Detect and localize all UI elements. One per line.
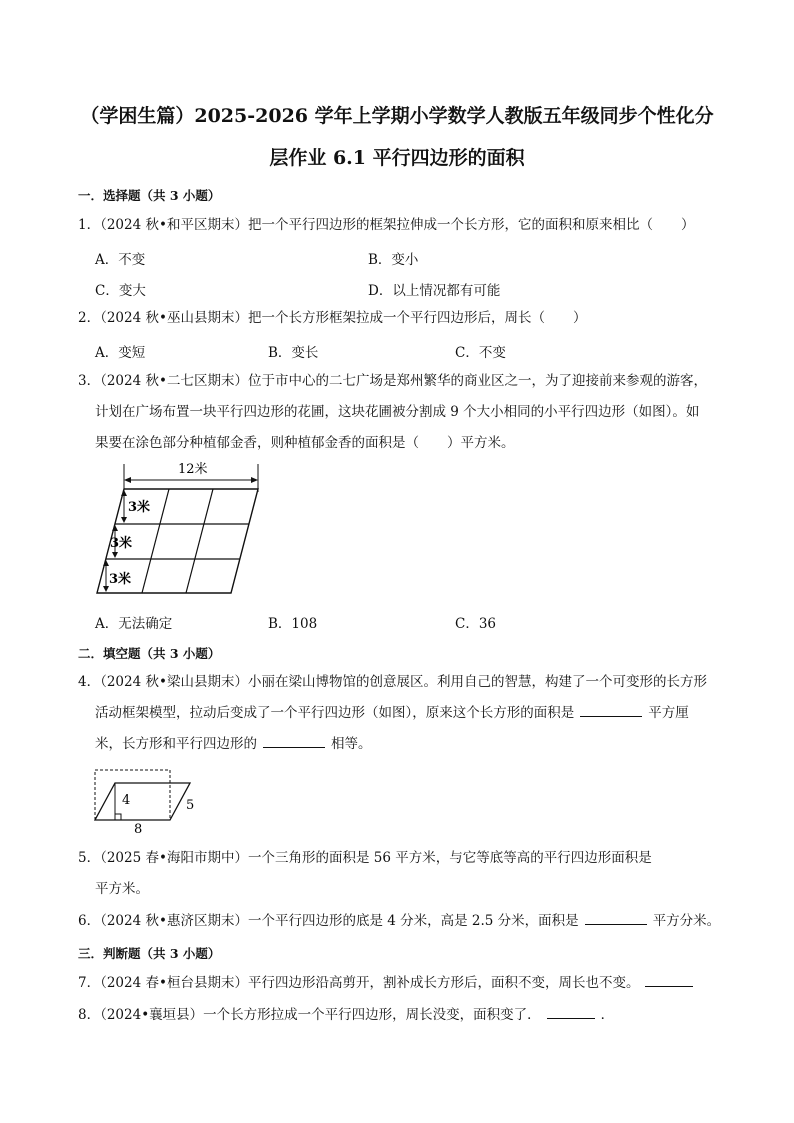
arrow-right-icon (251, 477, 258, 483)
label-height: 4 (122, 793, 131, 808)
section-judge-heading: 三．判断题（共 3 小题） (78, 946, 221, 961)
question-2 (78, 303, 723, 334)
title-line-1: （学困生篇）2025-2026 学年上学期小学数学人教版五年级同步个性化分 (80, 105, 714, 127)
question-7 (78, 968, 723, 999)
q1-option-d: D．以上情况都有可能 (368, 283, 501, 299)
answer-blank-8[interactable] (547, 1004, 595, 1019)
label-height-1: 3米 (128, 500, 151, 515)
question-2-text: 2．（2024 秋•巫山县期末）把一个长方形框架拉成一个平行四边形后，周长（ (78, 310, 545, 326)
question-3 (78, 366, 723, 459)
flowerbed-parallelogram-figure (88, 458, 273, 603)
label-height-2: 3米 (110, 536, 133, 551)
question-8 (78, 1000, 723, 1031)
question-5 (78, 843, 723, 905)
answer-blank-6[interactable] (585, 910, 647, 925)
question-5-line-2: 平方米。 (95, 881, 149, 897)
label-base: 8 (134, 822, 143, 836)
section-fill-heading: 二．填空题（共 3 小题） (78, 646, 221, 661)
arrow-up-icon (121, 490, 127, 496)
question-7-text: 7．（2024 春•桓台县期末）平行四边形沿高剪开，割补成长方形后，面积不变，周长也不变。 (78, 975, 640, 991)
parallelogram-outline (95, 783, 190, 820)
question-3-line-1: 3．（2024 秋•二七区期末）位于市中心的二七广场是郑州繁华的商业区之一，为了迎接前来参观的游客， (78, 373, 707, 389)
question-3-line-3: 果要在涂色部分种植郁金香，则种植郁金香的面积是（ ）平方米。 (95, 435, 515, 451)
title-line-2: 层作业 6.1 平行四边形的面积 (269, 147, 525, 169)
q2-option-c: C．不变 (455, 345, 506, 361)
label-height-3: 3米 (109, 572, 132, 587)
question-1-text: 1．（2024 秋•和平区期末）把一个平行四边形的框架拉伸成一个长方形，它的面积和原来相比（ (78, 217, 653, 233)
grid-line-s2 (186, 489, 213, 593)
arrow-up-icon (112, 525, 118, 531)
question-3-line-2: 计划在广场布置一块平行四边形的花圃，这块花圃被分割成 9 个大小相同的小平行四边形（如图）。如 (95, 404, 700, 420)
original-rectangle-dashed (95, 770, 170, 820)
question-1-paren-close: ） (680, 217, 695, 233)
section-choice-heading: 一．选择题（共 3 小题） (78, 188, 221, 203)
arrow-down-icon (121, 517, 127, 523)
right-angle-icon (115, 814, 121, 820)
arrow-down-icon (112, 552, 118, 558)
q3-option-a: A．无法确定 (95, 616, 173, 632)
question-8-text: 8．（2024•襄垣县）一个长方形拉成一个平行四边形，周长没变，面积变了． (78, 1007, 541, 1023)
answer-blank-4b[interactable] (263, 733, 325, 748)
question-4-line-2: 活动框架模型，拉动后变成了一个平行四边形（如图），原来这个长方形的面积是 平方厘 (78, 698, 723, 729)
q3-option-b: B．108 (268, 616, 318, 632)
page-title (70, 100, 724, 174)
label-side: 5 (186, 798, 195, 813)
question-2-paren-close: ） (572, 310, 587, 326)
answer-blank-4a[interactable] (580, 702, 642, 717)
q3-option-c: C．36 (455, 616, 497, 632)
question-4-line-3: 米，长方形和平行四边形的 相等。 (78, 729, 723, 760)
arrow-up-icon (103, 560, 109, 566)
question-1 (78, 210, 723, 241)
q1-option-c: C．变大 (95, 283, 146, 299)
frame-parallelogram-figure (88, 764, 208, 836)
arrow-left-icon (124, 477, 131, 483)
question-6-unit: 平方分米。 (652, 913, 721, 929)
question-5-line-1: 5．（2025 春•海阳市期中）一个三角形的面积是 56 平方米，与它等底等高的平行四边形面积是 (78, 850, 652, 866)
q2-option-a: A．变短 (95, 345, 146, 361)
question-4 (78, 667, 723, 760)
question-6-text: 6．（2024 秋•惠济区期末）一个平行四边形的底是 4 分米，高是 2.5 分米，面积是 (78, 913, 579, 929)
q2-option-b: B．变长 (268, 345, 319, 361)
q1-option-b: B．变小 (368, 252, 419, 268)
label-top-length: 12米 (178, 462, 208, 477)
answer-blank-7[interactable] (645, 972, 693, 987)
question-8-tail: ． (600, 1007, 615, 1023)
q1-option-a: A．不变 (95, 252, 146, 268)
question-6 (78, 906, 723, 937)
question-4-line-1: 4．（2024 秋•梁山县期末）小丽在梁山博物馆的创意展区。利用自己的智慧，构建了一个可变形的长方形 (78, 674, 707, 690)
